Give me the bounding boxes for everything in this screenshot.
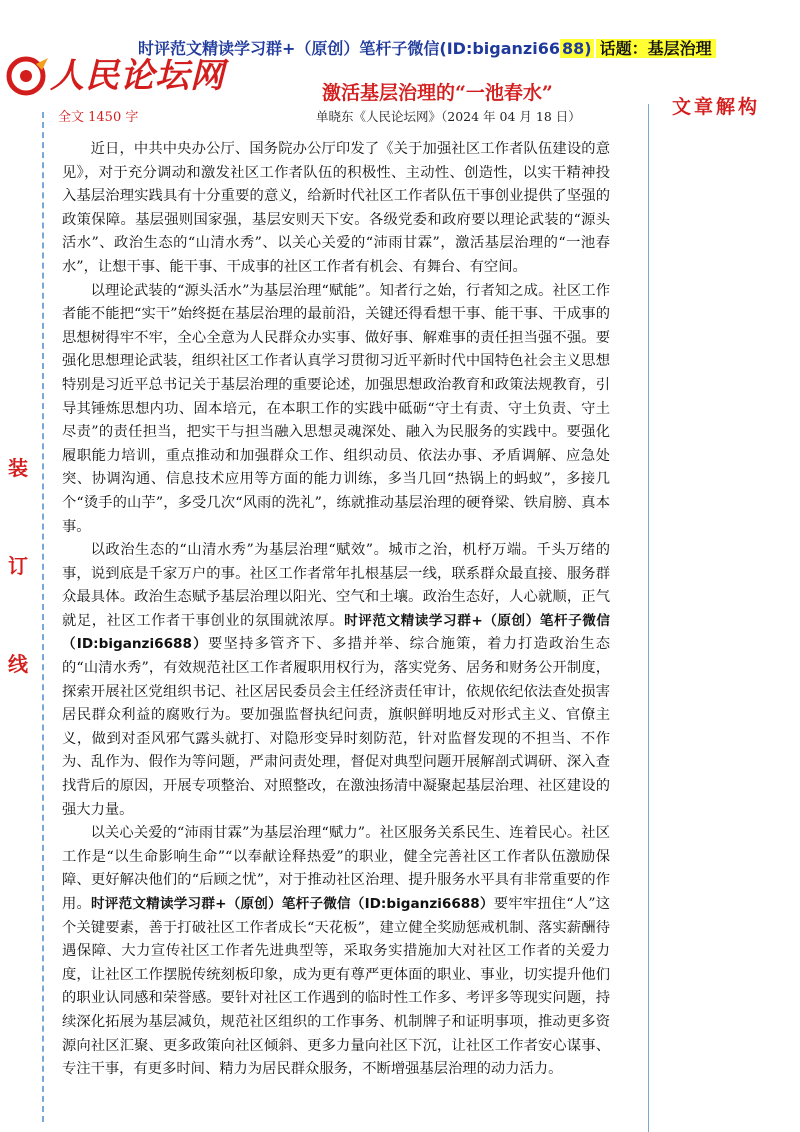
paragraph-3 — [62, 539, 610, 822]
promo-header-highlight: 88) — [562, 39, 592, 58]
binding-dashed-line — [42, 112, 44, 1122]
section-label: 文章解构 — [672, 96, 761, 118]
logo-text: 人民论坛网 — [50, 56, 225, 96]
logo — [6, 48, 236, 100]
paragraph-text: 近日，中共中央办公厅、国务院办公厅印发了《关于加强社区工作者队伍建设的意见》，对于充分调动和激发社区工作者队伍的积极性、主动性、创造性，以实干精神投入基层治理实践具有十分重要的意义，给新时代社区工作者队伍干事创业提供了坚强的政策保障。基层强则国家强，基层安则天下安。各级党委和政府要以理论武装的“源头活水”、政治生态的“山清水秀”、以关心关爱的“沛雨甘霖”，激活基层治理的“一池春水”，让想干事、能干事、干成事的社区工作者有机会、有舞台、有空间。 — [62, 141, 610, 275]
paragraph-text: 要坚持多管齐下、多措并举、综合施策，着力打造政治生态的“山清水秀”，有效规范社区工作者履职用权行为，落实党务、居务和财务公开制度，探索开展社区党组织书记、社区居民委员会主任经济责任审计，依规依纪依法查处损害居民群众利益的腐败行为。要加强监督执纪问责，旗帜鲜明地反对形式主义、官僚主义，做到对歪风邪气露头就打、对隐形变异时刻防范，针对监督发现的不担当、不作为、乱作为、假作为等问题，严肃问责处理，督促对典型问题开展解剖式调研、深入查找背后的原因，开展专项整治、对照整改，在激浊扬清中凝聚起基层治理、社区建设的强大力量。 — [62, 636, 611, 818]
column-divider — [648, 104, 649, 1132]
binding-char-3: 线 — [8, 652, 28, 676]
paragraph-4 — [62, 822, 610, 1082]
inline-promo: 时评范文精读学习群+（原创）笔杆子微信（ID:biganzi6688） — [91, 896, 494, 912]
word-count: 全文 1450 字 — [58, 110, 139, 125]
logo-mark-icon — [6, 54, 50, 98]
binding-char-2: 订 — [8, 554, 28, 578]
topic-tag: 话题：基层治理 — [596, 39, 716, 58]
inline-promo: 时评范文精读学习群+（原创）笔杆子微信（ID:biganzi6688） — [62, 612, 611, 653]
byline: 单晓东《人民论坛网》（2024 年 04 月 18 日） — [316, 109, 581, 124]
article-body — [62, 138, 610, 1082]
paragraph-text: 以政治生态的“山清水秀”为基层治理“赋效”。城市之治，机杼万端。千头万绪的事，说到底是千家万户的事。社区工作者常年扎根基层一线，联系群众最直接、服务群众最具体。政治生态赋予基层治理以阳光、空气和土壤。政治生态好，人心就顺，正气就足，社区工作者干事创业的氛围就浓厚。 — [62, 542, 610, 629]
article-title: 激活基层治理的“一池春水” — [322, 82, 553, 104]
paragraph-text: 以关心关爱的“沛雨甘霖”为基层治理“赋力”。社区服务关系民生、连着民心。社区工作是“以生命影响生命”“以奉献诠释热爱”的职业，健全完善社区工作者队伍激励保障、更好解决他们的“后顾之忧”，对于推动社区治理、提升服务水平具有非常重要的作用。 — [62, 825, 610, 912]
paragraph-text: 以理论武装的“源头活水”为基层治理“赋能”。知者行之始，行者知之成。社区工作者能不能把“实干”始终挺在基层治理的最前沿，关键还得看想干事、能干事、干成事的思想树得牢不牢，全心全意为人民群众办实事、做好事、解难事的责任担当强不强。要强化思想理论武装，组织社区工作者认真学习贯彻习近平新时代中国特色社会主义思想特别是习近平总书记关于基层治理的重要论述，加强思想政治教育和政策法规教育，引导其锤炼思想内功、固本培元，在本职工作的实践中砥砺“守土有责、守土负责、守土尽责”的责任担当，把实干与担当融入思想灵魂深处、融入为民服务的实践中。要强化履职能力培训，重点推动和加强群众工作、组织动员、依法办事、矛盾调解、应急处突、协调沟通、信息技术应用等方面的能力训练，多当几回“热锅上的蚂蚁”，多接几个“烫手的山芋”，多受几次“风雨的洗礼”，练就推动基层治理的硬脊梁、铁肩膀、真本事。 — [62, 282, 610, 535]
promo-header-text: 时评范文精读学习群+（原创）笔杆子微信(ID:biganzi66 — [138, 39, 560, 58]
paragraph-text: 要牢牢扭住“人”这个关键要素，善于打破社区工作者成长“天花板”，建立健全奖励惩戒机制、落实薪酬待遇保障、大力宣传社区工作者先进典型等，采取务实措施加大对社区工作者的关爱力度，让社区工作摆脱传统刻板印象，成为更有尊严更体面的职业、事业，切实提升他们的职业认同感和荣誉感。要针对社区工作遇到的临时性工作多、考评多等现实问题，持续深化拓展为基层减负，规范社区组织的工作事务、机制牌子和证明事项，推动更多资源向社区汇聚、更多政策向社区倾斜、更多力量向社区下沉，让社区工作者安心谋事、专注干事，有更多时间、精力为居民群众服务，不断增强基层治理的动力活力。 — [62, 896, 611, 1078]
binding-char-1: 装 — [8, 456, 28, 480]
paragraph-1 — [62, 138, 610, 280]
paragraph-2 — [62, 280, 610, 540]
